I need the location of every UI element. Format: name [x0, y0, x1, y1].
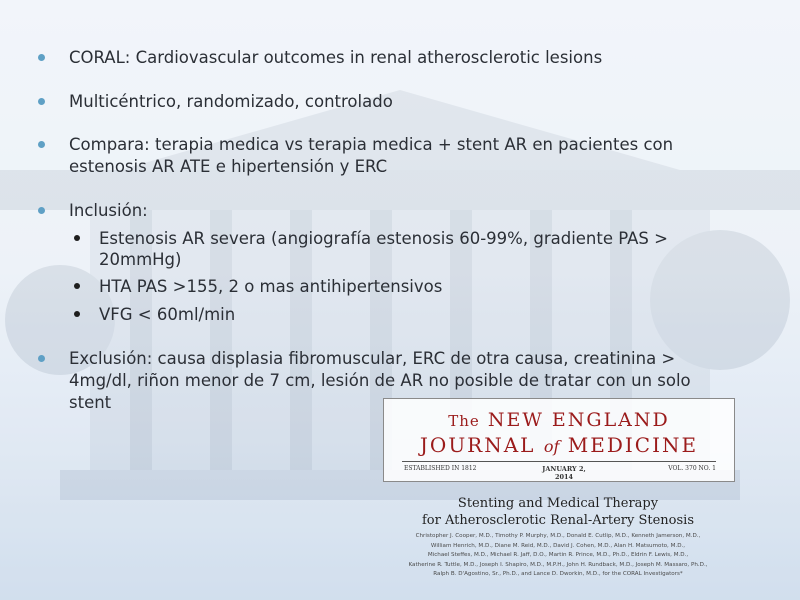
article-title-line1: Stenting and Medical Therapy [457, 496, 659, 511]
bullet-text: CORAL: Cardiovascular outcomes in renal atherosclerotic lesions [69, 48, 603, 67]
bullet-dot-icon [38, 141, 45, 148]
journal-title-line1 [384, 409, 734, 431]
sub-bullet-text: VFG < 60ml/min [99, 305, 236, 324]
sub-bullet-dot-icon [74, 311, 80, 317]
author-line: William Henrich, M.D., Diane M. Reid, M.D., David J. Cohen, M.D., Alan H. Matsumoto, M.D., [430, 542, 686, 549]
bullet-text-line: Exclusión: causa displasia fibromuscular, ERC de otra causa, creatinina > [69, 349, 676, 368]
article-authors [383, 532, 733, 580]
sub-bullet-dot-icon [74, 283, 80, 289]
sub-bullet-text: HTA PAS >155, 2 o mas antihipertensivos [99, 277, 443, 296]
journal-title-line2 [384, 433, 734, 457]
journal-new-england: NEW ENGLAND [487, 409, 670, 431]
journal-medicine: MEDICINE [567, 433, 699, 457]
bullet-dot-icon [38, 98, 45, 105]
bullet-text-line: Compara: terapia medica vs terapia medica + stent AR en pacientes con [69, 135, 674, 154]
sub-bullet-text-line: Estenosis AR severa (angiografía estenosis 60-99%, gradiente PAS > [99, 229, 668, 248]
bullet-dot-icon [38, 355, 45, 362]
author-line: Christopher J. Cooper, M.D., Timothy P. Murphy, M.D., Donald E. Cutlip, M.D., Kenneth Jamerson, M.D., [415, 533, 701, 539]
bullet-text: Multicéntrico, randomizado, controlado [69, 92, 393, 111]
bullet-text-line: estenosis AR ATE e hipertensión y ERC [69, 157, 388, 176]
journal-divider [402, 461, 716, 462]
sub-bullet-dot-icon [74, 235, 80, 241]
journal-established: ESTABLISHED IN 1812 [404, 465, 477, 472]
article-title-line2: for Atherosclerotic Renal-Artery Stenosis [421, 513, 694, 528]
article-title [383, 495, 733, 529]
bullet-dot-icon [38, 54, 45, 61]
author-line: Katherine R. Tuttle, M.D., Joseph I. Shapiro, M.D., M.P.H., John H. Rundback, M.D., Joseph M. Massaro, Ph.D., [408, 561, 708, 568]
journal-date: JANUARY 2, 2014 [542, 465, 586, 481]
journal-of: of [543, 437, 560, 456]
bullet-text-line: stent [69, 393, 112, 412]
bullet-text-line: 4mg/dl, riñon menor de 7 cm, lesión de AR no posible de tratar con un solo [69, 371, 691, 390]
journal-the: The [448, 412, 480, 430]
journal-volume: VOL. 370 NO. 1 [668, 465, 716, 472]
sub-bullet-text-line: 20mmHg) [99, 250, 182, 269]
bullet-text: Inclusión: [69, 201, 148, 220]
author-line: Michael Steffes, M.D., Michael R. Jaff, D.O., Martin R. Prince, M.D., Ph.D., Eldrin F. Lewis, M.D., [427, 552, 689, 558]
journal-journal: JOURNAL [419, 433, 536, 457]
author-line: Ralph B. D'Agostino, Sr., Ph.D., and Lance D. Dworkin, M.D., for the CORAL Investigators* [433, 571, 683, 577]
journal-masthead [383, 398, 735, 482]
bullet-dot-icon [38, 207, 45, 214]
